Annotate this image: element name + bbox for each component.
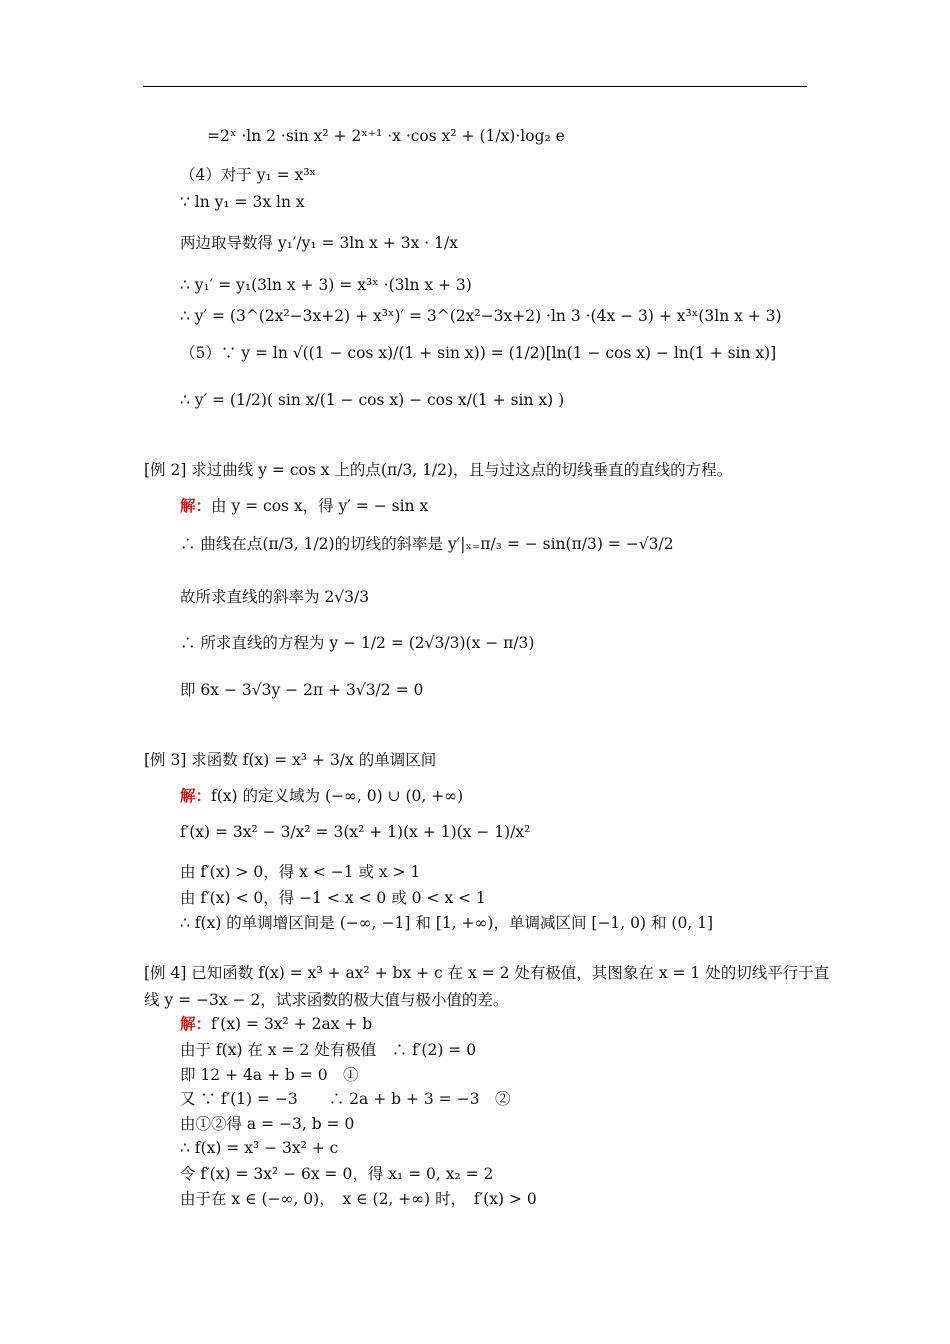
derivation-line: （4）对于 y₁ = x³ˣ <box>180 166 317 184</box>
solution-line: 由 f′(x) < 0，得 −1 < x < 0 或 0 < x < 1 <box>180 889 486 907</box>
solution-label: 解： <box>180 1014 212 1033</box>
derivation-line: =2ˣ ·ln 2 ·sin x² + 2ˣ⁺¹ ·x ·cos x² + (1/x)·log₂ e <box>207 127 565 145</box>
example-4-heading: [例 4] 已知函数 f(x) = x³ + ax² + bx + c 在 x = 2 处有极值，其图象在 x = 1 处的切线平行于直 <box>144 964 830 982</box>
derivation-line: （5）∵ y = ln √((1 − cos x)/(1 + sin x)) = (1/2)[ln(1 − cos x) − ln(1 + sin x)] <box>180 344 777 362</box>
solution-line: 又 ∵ f′(1) = −3 ∴ 2a + b + 3 = −3 ② <box>180 1090 511 1108</box>
example-4-heading-cont: 线 y = −3x − 2，试求函数的极大值与极小值的差。 <box>144 991 509 1009</box>
solution-line: 即 12 + 4a + b = 0 ① <box>180 1066 359 1084</box>
solution-label: 解： <box>180 496 212 515</box>
solution-line: 由于在 x ∈ (−∞, 0)， x ∈ (2, +∞) 时， f′(x) > 0 <box>180 1190 537 1208</box>
solution-line: 令 f′(x) = 3x² − 6x = 0，得 x₁ = 0, x₂ = 2 <box>180 1165 494 1183</box>
solution-label: 解： <box>180 786 212 805</box>
derivation-line: ∴ y₁′ = y₁(3ln x + 3) = x³ˣ ·(3ln x + 3) <box>180 276 472 294</box>
solution-line: f′(x) = 3x² − 3/x² = 3(x² + 1)(x + 1)(x − 1)/x² <box>180 823 531 841</box>
solution-line: ∴ 所求直线的方程为 y − 1/2 = (2√3/3)(x − π/3) <box>180 634 535 652</box>
example-3-heading: [例 3] 求函数 f(x) = x³ + 3/x 的单调区间 <box>144 751 437 769</box>
derivation-line: ∴ y′ = (3^(2x²−3x+2) + x³ˣ)′ = 3^(2x²−3x+2) ·ln 3 ·(4x − 3) + x³ˣ(3ln x + 3) <box>180 307 782 325</box>
derivation-line: 两边取导数得 y₁′/y₁ = 3ln x + 3x · 1/x <box>180 234 458 252</box>
solution-line: 由①②得 a = −3, b = 0 <box>180 1115 355 1133</box>
solution-line: ∴ f(x) = x³ − 3x² + c <box>180 1139 339 1157</box>
solution-line: ∴ f(x) 的单调增区间是 (−∞, −1] 和 [1, +∞)，单调减区间 [−1, 0) 和 (0, 1] <box>180 914 714 932</box>
derivation-line: ∵ ln y₁ = 3x ln x <box>180 193 305 211</box>
solution-line: 解：由 y = cos x，得 y′ = − sin x <box>180 496 429 515</box>
solution-line: 解：f′(x) = 3x² + 2ax + b <box>180 1014 373 1033</box>
solution-line: 解：f(x) 的定义域为 (−∞, 0) ∪ (0, +∞) <box>180 786 464 805</box>
example-2-heading: [例 2] 求过曲线 y = cos x 上的点(π/3, 1/2)，且与过这点的切线垂直的直线的方程。 <box>144 461 733 479</box>
solution-line: ∴ 曲线在点(π/3, 1/2)的切线的斜率是 y′|ₓ₌π/₃ = − sin(π/3) = −√3/2 <box>180 535 674 553</box>
solution-line: 由于 f(x) 在 x = 2 处有极值 ∴ f′(2) = 0 <box>180 1041 477 1059</box>
header-rule <box>143 86 807 87</box>
derivation-line: ∴ y′ = (1/2)( sin x/(1 − cos x) − cos x/(1 + sin x) ) <box>180 391 565 409</box>
solution-line: 即 6x − 3√3y − 2π + 3√3/2 = 0 <box>180 681 424 699</box>
solution-line: 由 f′(x) > 0，得 x < −1 或 x > 1 <box>180 863 421 881</box>
solution-line: 故所求直线的斜率为 2√3/3 <box>180 588 370 606</box>
